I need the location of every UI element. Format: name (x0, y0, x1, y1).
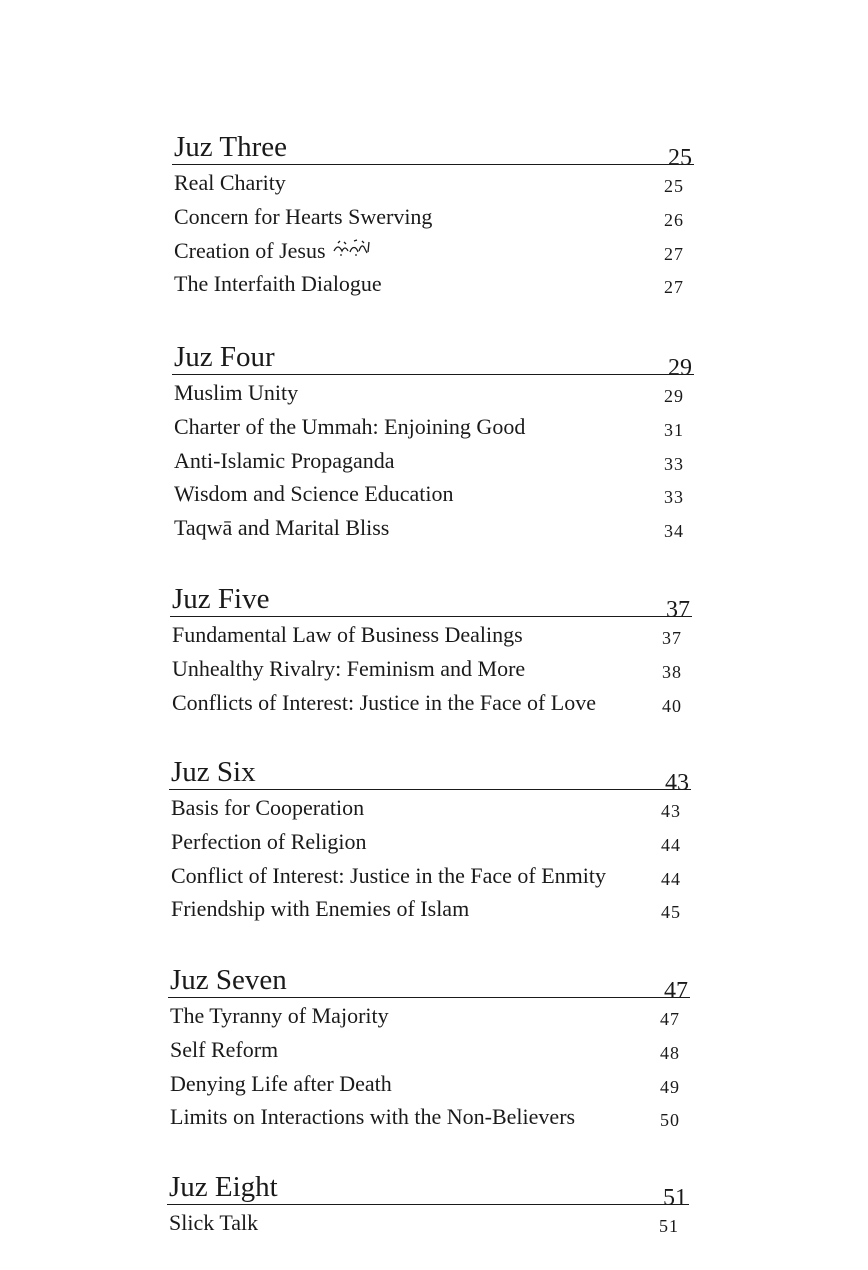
juz-page-number: 29 (668, 355, 692, 381)
entry-title: Self Reform (170, 1036, 279, 1062)
entry-title: Fundamental Law of Business Dealings (172, 622, 523, 647)
arabic-honorific-icon (332, 237, 372, 263)
entry-page-number: 25 (664, 176, 684, 196)
entry-title: The Tyranny of Majority (170, 1003, 389, 1028)
toc-entry (170, 617, 692, 651)
entry-page-number: 40 (662, 695, 682, 716)
juz-title: Juz Four (174, 341, 275, 373)
juz-title: Juz Eight (169, 1171, 278, 1203)
juz-section-five (170, 582, 692, 718)
entry-title: Muslim Unity (174, 380, 299, 405)
entry-page-number: 26 (664, 209, 684, 230)
entry-page-number: 29 (664, 386, 684, 406)
juz-title: Juz Five (172, 583, 270, 615)
entry-title: Conflict of Interest: Justice in the Face of Enmity (171, 862, 607, 888)
entry-page-number: 47 (660, 1009, 680, 1029)
juz-header (168, 963, 690, 1004)
toc-entry (172, 199, 694, 233)
juz-header (169, 755, 691, 796)
entry-page-number: 50 (660, 1110, 680, 1131)
toc-entry (168, 998, 690, 1032)
entry-page-number: 34 (664, 521, 684, 542)
juz-section-four (172, 340, 694, 544)
toc-entry (172, 233, 694, 267)
juz-page-number: 43 (665, 770, 689, 796)
toc-entry (170, 651, 692, 685)
entry-page-number: 45 (661, 902, 681, 923)
juz-section-eight (167, 1170, 689, 1239)
entry-title: Unhealthy Rivalry: Feminism and More (172, 655, 526, 681)
entry-title: Taqwā and Marital Bliss (174, 515, 390, 541)
juz-title: Juz Three (174, 131, 287, 163)
entry-title: Friendship with Enemies of Islam (171, 896, 470, 922)
toc-entry (172, 375, 694, 409)
toc-entry (169, 824, 691, 858)
juz-section-six (169, 755, 691, 925)
toc-entry (172, 476, 694, 510)
juz-title: Juz Six (171, 756, 256, 788)
entry-page-number: 48 (660, 1042, 680, 1063)
toc-entry (168, 1066, 690, 1100)
juz-section-seven (168, 963, 690, 1133)
toc-entry (167, 1205, 689, 1239)
entry-title: Creation of Jesus (174, 237, 326, 263)
juz-page-number: 51 (663, 1185, 687, 1211)
toc-entry (170, 685, 692, 719)
entry-page-number: 51 (659, 1216, 679, 1236)
juz-page-number: 47 (664, 978, 688, 1004)
entry-title: Limits on Interactions with the Non-Believers (170, 1104, 576, 1130)
entry-title: Charter of the Ummah: Enjoining Good (174, 413, 526, 439)
toc-entry (169, 858, 691, 892)
toc-entry (168, 1032, 690, 1066)
juz-header (172, 130, 694, 171)
toc-entry (172, 409, 694, 443)
entry-page-number: 27 (664, 277, 684, 298)
toc-entry (168, 1099, 690, 1133)
entry-page-number: 44 (661, 868, 681, 889)
juz-page-number: 37 (666, 597, 690, 623)
entry-title: Concern for Hearts Swerving (174, 203, 433, 229)
juz-header (172, 340, 694, 381)
entry-title: Anti-Islamic Propaganda (174, 447, 395, 473)
entry-title: Perfection of Religion (171, 828, 367, 854)
entry-page-number: 33 (664, 453, 684, 474)
toc-entry (172, 443, 694, 477)
entry-page-number: 27 (664, 243, 684, 264)
juz-header (170, 582, 692, 623)
entry-title: Slick Talk (169, 1210, 259, 1235)
entry-title: Real Charity (174, 170, 286, 195)
entry-page-number: 33 (664, 487, 684, 508)
entry-page-number: 38 (662, 661, 682, 682)
toc-entry (172, 165, 694, 199)
toc-entry (172, 266, 694, 300)
juz-section-three (172, 130, 694, 300)
entry-title: Denying Life after Death (170, 1070, 392, 1096)
juz-header (167, 1170, 689, 1211)
entry-title: Basis for Cooperation (171, 795, 365, 820)
toc-entry (172, 510, 694, 544)
entry-title: The Interfaith Dialogue (174, 271, 382, 297)
entry-page-number: 43 (661, 801, 681, 821)
entry-page-number: 44 (661, 834, 681, 855)
entry-page-number: 37 (662, 628, 682, 648)
juz-title: Juz Seven (170, 964, 287, 996)
entry-title: Conflicts of Interest: Justice in the Face of Love (172, 689, 596, 715)
toc-entry (169, 790, 691, 824)
juz-page-number: 25 (668, 145, 692, 171)
entry-page-number: 49 (660, 1076, 680, 1097)
entry-title-wrapper (174, 238, 372, 264)
entry-title: Wisdom and Science Education (174, 481, 454, 507)
toc-entry (169, 891, 691, 925)
entry-page-number: 31 (664, 419, 684, 440)
